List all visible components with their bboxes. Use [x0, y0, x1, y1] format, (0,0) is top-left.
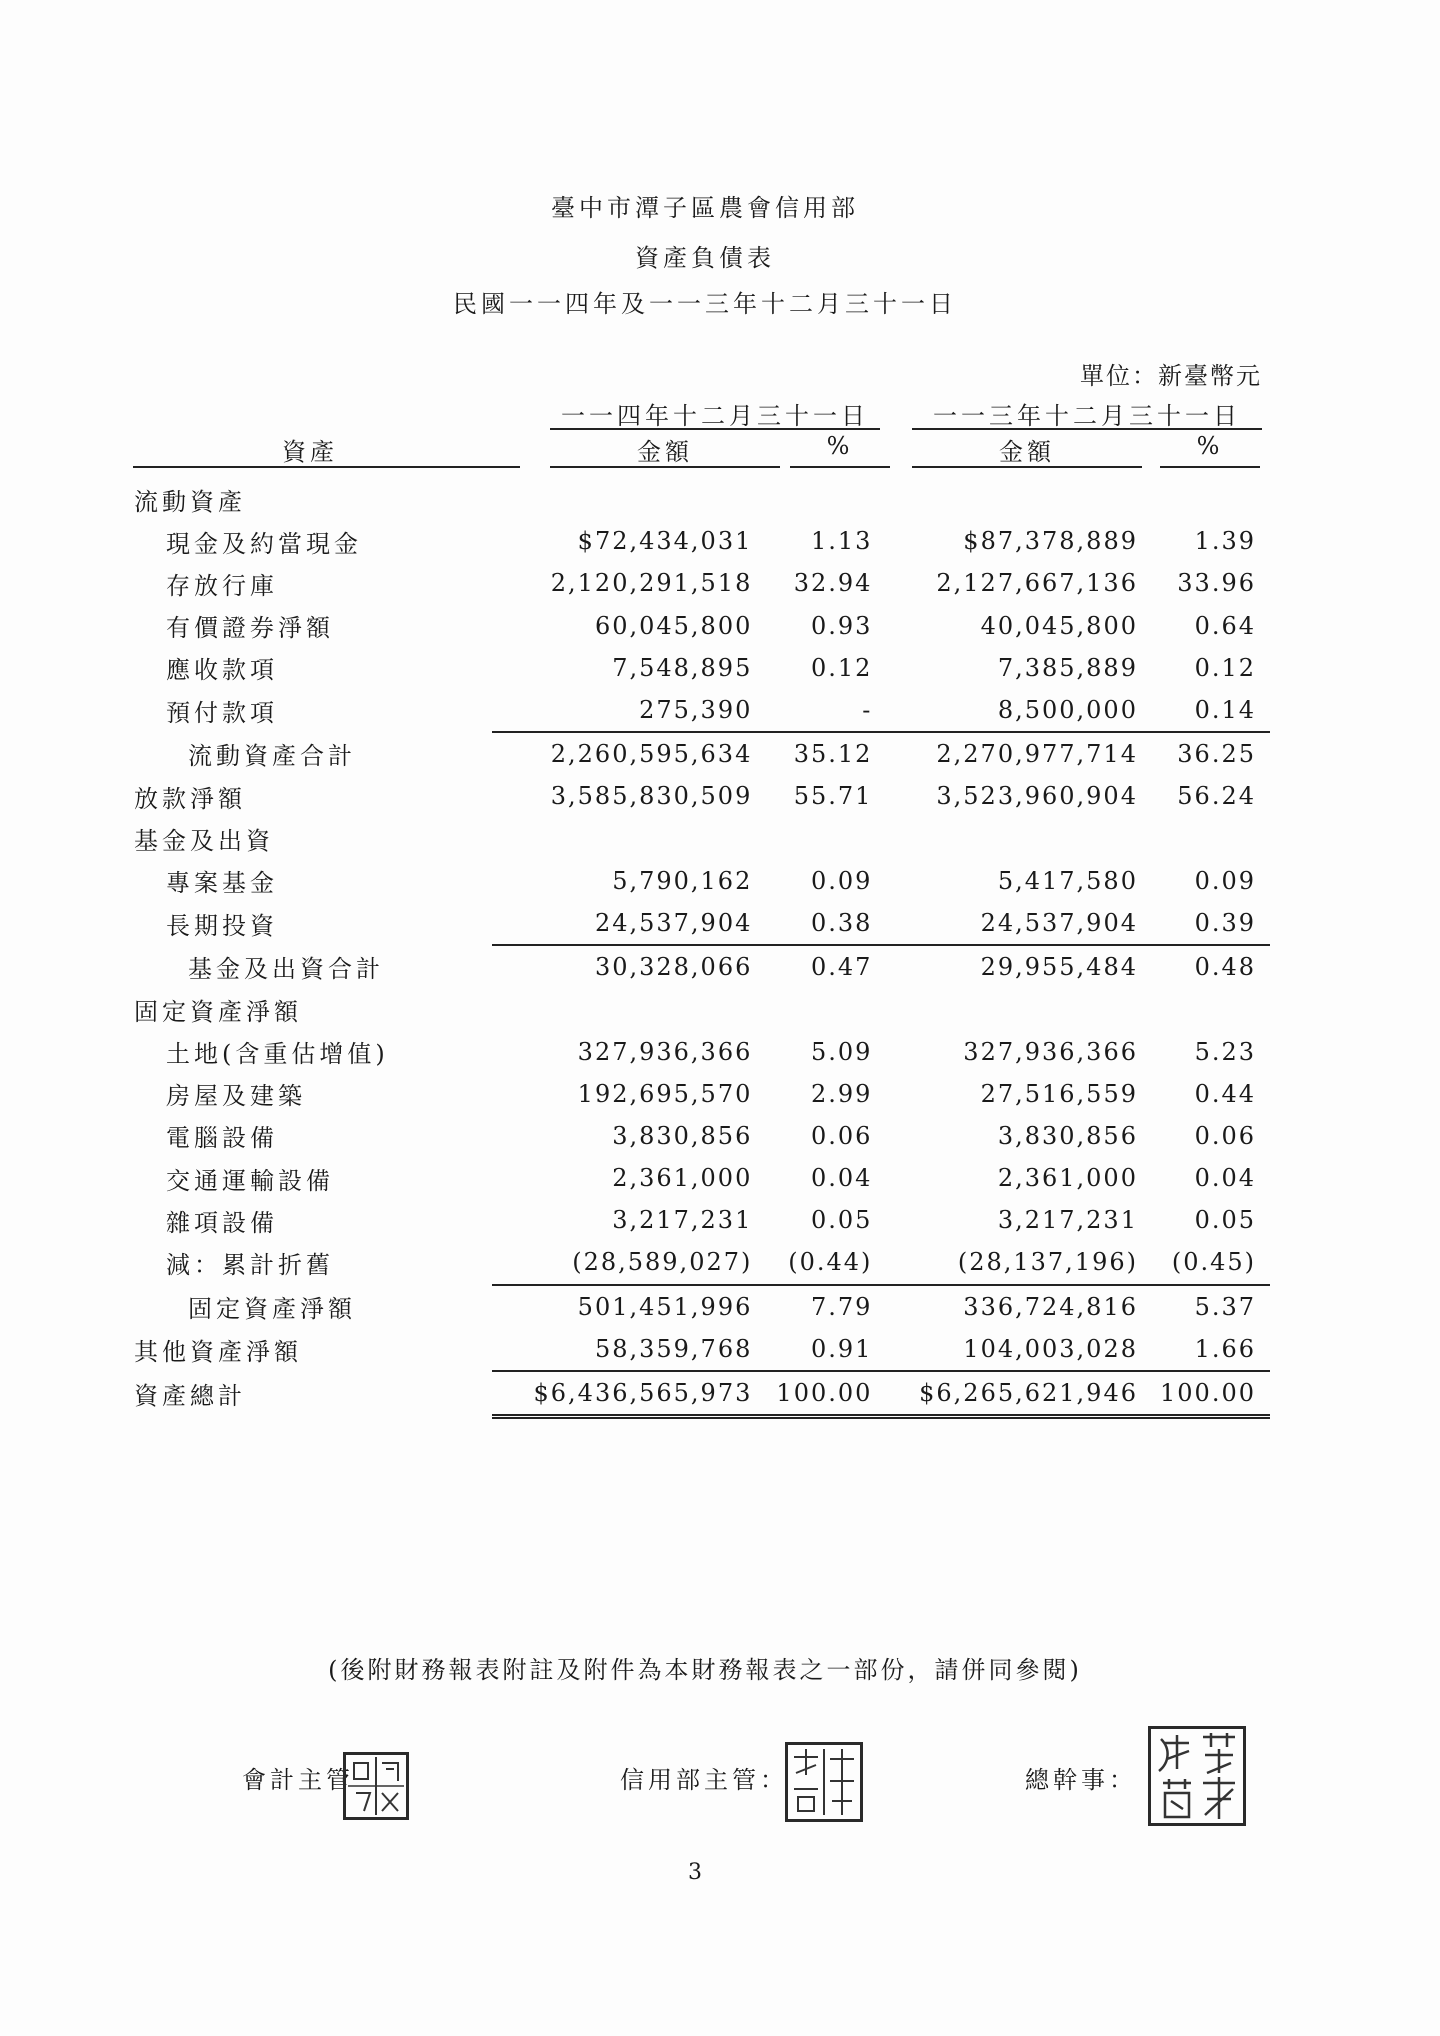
- amount-2025: 2,260,595,634: [550, 740, 753, 769]
- row-label: 流動資產: [134, 487, 246, 516]
- row-label: 資產總計: [134, 1382, 246, 1411]
- table-row: [130, 478, 1270, 520]
- pct-2024: 0.05: [1194, 1206, 1256, 1235]
- pct-2024: 0.04: [1194, 1164, 1256, 1193]
- amount-2025: [492, 818, 775, 860]
- amount-2024: 104,003,028: [882, 1328, 1160, 1371]
- pct-2024: 0.39: [1160, 902, 1270, 945]
- seal-credit-dept-supervisor: [785, 1742, 863, 1822]
- pct-2025: 0.05: [810, 1206, 873, 1235]
- amount-2024: 40,045,800: [980, 611, 1138, 640]
- row-label: 專案基金: [166, 869, 278, 898]
- amount-2025: 275,390: [492, 689, 775, 732]
- pct-2024: 5.23: [1194, 1037, 1256, 1066]
- pct-2024: 5.37: [1194, 1292, 1256, 1321]
- amount-2025: 2,120,291,518: [550, 569, 753, 598]
- amount-2024: [882, 818, 1160, 860]
- amount-2025: 192,695,570: [577, 1079, 753, 1108]
- pct-2024: 0.48: [1194, 953, 1256, 982]
- pct-2025: 32.94: [793, 569, 873, 598]
- credit-dept-supervisor-label: 信用部主管：: [620, 1766, 788, 1794]
- amount-2024: $87,378,889: [963, 527, 1138, 556]
- table-row: [130, 1157, 1270, 1199]
- row-label: 減：累計折舊: [166, 1251, 334, 1280]
- table-row: [130, 775, 1270, 817]
- table-row: [130, 1030, 1270, 1072]
- pct-2024: 0.14: [1160, 689, 1270, 732]
- period-header-2025: 一一四年十二月三十一日: [561, 402, 869, 430]
- amount-2024: 5,417,580: [997, 866, 1138, 895]
- balance-sheet-table: [130, 478, 1270, 1419]
- header-rule-label: [133, 466, 520, 468]
- row-label: 雜項設備: [166, 1208, 278, 1237]
- pct-2025: 1.13: [810, 527, 873, 556]
- table-row: [130, 1073, 1270, 1115]
- row-label: 長期投資: [166, 911, 278, 940]
- amount-2024: 3,523,960,904: [936, 782, 1138, 811]
- general-manager-label: 總幹事：: [1025, 1766, 1137, 1794]
- pct-2025: 5.09: [810, 1037, 873, 1066]
- pct-2025: [774, 988, 882, 1030]
- pct-2025: 0.93: [810, 611, 873, 640]
- table-row: [130, 902, 1270, 945]
- column-header-amount-2025: 金額: [637, 438, 693, 466]
- amount-2025: 24,537,904: [492, 902, 775, 945]
- row-label: 放款淨額: [134, 784, 246, 813]
- row-label: 有價證券淨額: [166, 614, 334, 643]
- pct-2024: 0.44: [1194, 1079, 1256, 1108]
- pct-2025: 7.79: [810, 1292, 873, 1321]
- pct-2025: 0.06: [810, 1121, 873, 1150]
- table-row: [130, 689, 1270, 732]
- row-label: 其他資產淨額: [134, 1337, 302, 1366]
- seal-icon: [346, 1755, 406, 1817]
- table-row: [130, 1241, 1270, 1284]
- amount-2025: 58,359,768: [492, 1328, 775, 1371]
- pct-2025: 35.12: [793, 740, 873, 769]
- row-label: 現金及約當現金: [166, 529, 362, 558]
- pct-2025: 55.71: [793, 782, 873, 811]
- table-row: [130, 1285, 1270, 1328]
- pct-2024: 1.66: [1160, 1328, 1270, 1371]
- row-label: 存放行庫: [166, 571, 278, 600]
- pct-2025: 0.04: [810, 1164, 873, 1193]
- currency-unit: 單位：新臺幣元: [1080, 362, 1262, 390]
- table-row: [130, 520, 1270, 562]
- pct-2025: 0.38: [774, 902, 882, 945]
- table-row: [130, 732, 1270, 775]
- table-row: [130, 1328, 1270, 1371]
- amount-2024: (28,137,196): [882, 1241, 1160, 1284]
- amount-2024: 7,385,889: [997, 653, 1138, 682]
- amount-2025: [492, 478, 775, 520]
- amount-2024: 336,724,816: [963, 1292, 1138, 1321]
- pct-2025: 0.91: [774, 1328, 882, 1371]
- seal-icon: [1151, 1729, 1243, 1823]
- seal-accounting-supervisor: [343, 1752, 409, 1820]
- amount-2025: 60,045,800: [594, 611, 753, 640]
- amount-2024: [882, 988, 1160, 1030]
- pct-2025: (0.44): [774, 1241, 882, 1284]
- pct-2024: [1160, 988, 1270, 1030]
- row-label: 固定資產淨額: [134, 997, 302, 1026]
- table-row: [130, 945, 1270, 988]
- table-row: [130, 1115, 1270, 1157]
- pct-2025: 0.47: [810, 953, 873, 982]
- statement-title: 資產負債表: [635, 244, 775, 272]
- column-header-pct-2025: %: [826, 432, 854, 460]
- amount-2024: 8,500,000: [882, 689, 1160, 732]
- amount-2025: (28,589,027): [492, 1241, 775, 1284]
- accounting-supervisor-label: 會計主管: [242, 1766, 354, 1794]
- period-underline-2024: [912, 428, 1262, 430]
- amount-2025: 3,217,231: [612, 1206, 753, 1235]
- amount-2025: 7,548,895: [612, 653, 753, 682]
- header-rule-amount-2025: [550, 466, 780, 468]
- amount-2024: 2,361,000: [997, 1164, 1138, 1193]
- amount-2024: 2,270,977,714: [936, 740, 1138, 769]
- row-label: 固定資產淨額: [188, 1294, 356, 1323]
- table-row: [130, 562, 1270, 604]
- amount-2025: 3,830,856: [612, 1121, 753, 1150]
- pct-2024: 33.96: [1177, 569, 1256, 598]
- table-row: [130, 647, 1270, 689]
- pct-2025: 0.12: [810, 653, 873, 682]
- header-rule-pct-2024: [1160, 466, 1260, 468]
- column-header-pct-2024: %: [1196, 432, 1224, 460]
- pct-2024: [1160, 818, 1270, 860]
- row-label: 交通運輸設備: [166, 1166, 334, 1195]
- entity-name: 臺中市潭子區農會信用部: [551, 194, 859, 222]
- pct-2024: [1160, 478, 1270, 520]
- period-underline-2025: [550, 428, 880, 430]
- pct-2024: 0.64: [1194, 611, 1256, 640]
- amount-2025: 501,451,996: [577, 1292, 753, 1321]
- header-rule-amount-2024: [912, 466, 1142, 468]
- pct-2024: 36.25: [1177, 740, 1256, 769]
- amount-2024: 3,830,856: [997, 1121, 1138, 1150]
- row-label: 預付款項: [166, 699, 278, 728]
- pct-2025: 0.09: [810, 866, 873, 895]
- amount-2024: 3,217,231: [997, 1206, 1138, 1235]
- period-header-2024: 一一三年十二月三十一日: [933, 402, 1241, 430]
- seal-icon: [788, 1745, 860, 1819]
- amount-2024: $6,265,621,946: [882, 1371, 1160, 1417]
- table-row: [130, 1199, 1270, 1241]
- amount-2024: 29,955,484: [980, 953, 1138, 982]
- seal-general-manager: [1148, 1726, 1246, 1826]
- amount-2024: 2,127,667,136: [936, 569, 1138, 598]
- footnote: (後附財務報表附註及附件為本財務報表之一部份，請併同參閱): [328, 1656, 1082, 1684]
- page-number: 3: [688, 1860, 702, 1885]
- row-label: 流動資產合計: [188, 742, 356, 771]
- amount-2025: 327,936,366: [577, 1037, 753, 1066]
- row-label: 電腦設備: [166, 1124, 278, 1153]
- column-header-amount-2024: 金額: [999, 438, 1055, 466]
- pct-2025: 2.99: [810, 1079, 873, 1108]
- pct-2025: 100.00: [774, 1371, 882, 1417]
- amount-2024: 327,936,366: [963, 1037, 1138, 1066]
- row-label: 房屋及建築: [166, 1082, 306, 1111]
- header-rule-pct-2025: [790, 466, 890, 468]
- table-row: [130, 988, 1270, 1030]
- amount-2025: 30,328,066: [594, 953, 753, 982]
- amount-2025: 3,585,830,509: [550, 782, 753, 811]
- pct-2025: [774, 818, 882, 860]
- pct-2024: 100.00: [1160, 1371, 1270, 1417]
- amount-2025: 2,361,000: [612, 1164, 753, 1193]
- amount-2025: $72,434,031: [577, 527, 753, 556]
- amount-2025: 5,790,162: [612, 866, 753, 895]
- pct-2024: 56.24: [1177, 782, 1256, 811]
- amount-2024: [882, 478, 1160, 520]
- amount-2024: 27,516,559: [980, 1079, 1138, 1108]
- table-row: [130, 860, 1270, 902]
- table-row: [130, 1371, 1270, 1417]
- pct-2024: 1.39: [1194, 527, 1256, 556]
- amount-2025: $6,436,565,973: [492, 1371, 775, 1417]
- amount-2024: 24,537,904: [882, 902, 1160, 945]
- row-label: 基金及出資: [134, 827, 274, 856]
- column-header-assets: 資產: [282, 438, 338, 466]
- row-label: 土地(含重估增值): [166, 1040, 389, 1069]
- pct-2025: -: [774, 689, 882, 732]
- pct-2024: 0.09: [1194, 866, 1256, 895]
- pct-2024: 0.12: [1194, 653, 1256, 682]
- pct-2025: [774, 478, 882, 520]
- pct-2024: 0.06: [1194, 1121, 1256, 1150]
- row-label: 基金及出資合計: [188, 955, 384, 984]
- statement-period: 民國一一四年及一一三年十二月三十一日: [453, 290, 957, 318]
- amount-2025: [492, 988, 775, 1030]
- pct-2024: (0.45): [1160, 1241, 1270, 1284]
- table-row: [130, 818, 1270, 860]
- table-row: [130, 605, 1270, 647]
- row-label: 應收款項: [166, 656, 278, 685]
